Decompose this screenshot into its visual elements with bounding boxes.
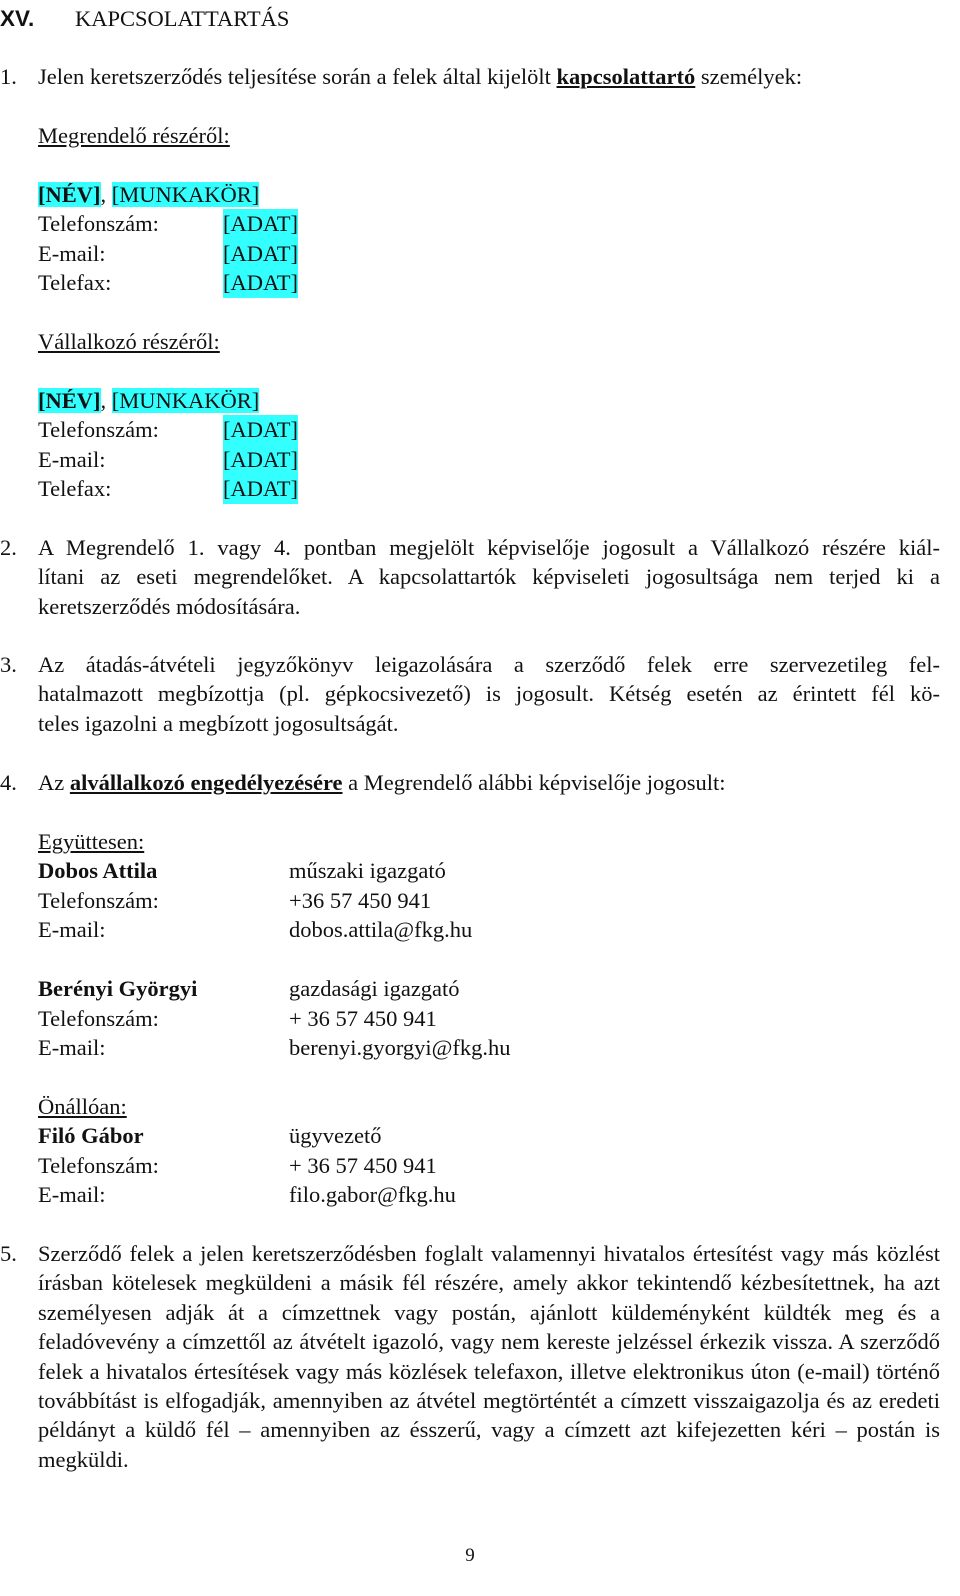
row-value: [ADAT] bbox=[223, 209, 298, 239]
person-phone: + 36 57 450 941 bbox=[289, 1153, 437, 1178]
megrendelo-heading: Megrendelő részéről: bbox=[38, 123, 230, 148]
person-email-row bbox=[38, 1033, 511, 1063]
row-label: Telefonszám: bbox=[38, 888, 159, 913]
row-label: E-mail: bbox=[38, 447, 106, 472]
section-title: KAPCSOLATTARTÁS bbox=[75, 6, 290, 31]
point-2-line: lítani az eseti megrendelőket. A kapcsolattartók képviseleti jogosultsága nem terjed ki a bbox=[38, 564, 940, 590]
point-3-line: hatalmazott megbízottja (pl. gépkocsivezető) is jogosult. Kétség esetén az érintett fél kö- bbox=[38, 681, 940, 707]
egyuttesen-heading: Együttesen: bbox=[38, 829, 145, 854]
megrendelo-row-email bbox=[38, 239, 298, 269]
person-name-row bbox=[38, 974, 460, 1004]
row-label: E-mail: bbox=[38, 1182, 106, 1207]
megrendelo-row-fax bbox=[38, 268, 298, 298]
point-1-keyword: kapcsolattartó bbox=[556, 64, 696, 89]
row-label: Telefonszám: bbox=[38, 1006, 159, 1031]
onalloan-heading: Önállóan: bbox=[38, 1094, 127, 1119]
point-3-text bbox=[38, 650, 940, 738]
vallalkozo-name: [NÉV] bbox=[38, 388, 101, 413]
vallalkozo-row-phone bbox=[38, 415, 298, 445]
point-3-line: Az átadás-átvételi jegyzőkönyv leigazolására a szerződő felek erre szervezetileg fel- bbox=[38, 652, 940, 677]
vallalkozo-row-email bbox=[38, 445, 298, 475]
row-label: Telefonszám: bbox=[38, 1153, 159, 1178]
person-name-row bbox=[38, 856, 446, 886]
point-3-number: 3. bbox=[0, 652, 17, 677]
point-3-line: teles igazolni a megbízott jogosultságát. bbox=[38, 710, 399, 736]
vallalkozo-role: [MUNKAKÖR] bbox=[111, 388, 260, 413]
point-4-text bbox=[38, 768, 726, 798]
person-email-row bbox=[38, 915, 473, 945]
row-value: [ADAT] bbox=[223, 415, 298, 445]
point-4-text-before: Az bbox=[38, 770, 70, 795]
row-value: [ADAT] bbox=[223, 445, 298, 475]
person-email-row bbox=[38, 1180, 456, 1210]
point-1-text-after: személyek: bbox=[695, 64, 803, 89]
point-2-line: keretszerződés módosítására. bbox=[38, 593, 301, 619]
person-role: műszaki igazgató bbox=[289, 858, 446, 883]
person-phone-row bbox=[38, 1004, 437, 1034]
person-email: dobos.attila@fkg.hu bbox=[289, 917, 473, 942]
vallalkozo-row-fax bbox=[38, 474, 298, 504]
point-2-text bbox=[38, 533, 940, 621]
person-phone-row bbox=[38, 886, 432, 916]
row-label: E-mail: bbox=[38, 241, 106, 266]
row-value: [ADAT] bbox=[223, 239, 298, 269]
person-name: Dobos Attila bbox=[38, 858, 158, 883]
vallalkozo-heading: Vállalkozó részéről: bbox=[38, 329, 220, 354]
row-label: Telefax: bbox=[38, 270, 112, 295]
point-5-text: Szerződő felek a jelen keretszerződésben foglalt valamennyi hivatalos értesítést vagy más közlést írásban kötelesek megküldeni a másik fél részére, amely akkor tekintendő kézbesítettnek, ha azt személyesen adják át a címzettnek vagy postán, ajánlott küldeményként küldték meg és a feladóvevény a címzettől az átvételt igazoló, vagy nem kereste jelzéssel érkezik vissza. A szerződő felek a hivatalos értesítések vagy más közlések telefaxon, illetve elektronikus úton (e-mail) történő továbbítást is elfogadják, amennyiben az átvétel megtörténtét a címzett visszaigazolja és az eredeti példányt a küldő fél – amennyiben az ésszerű, vagy a címzett azt kifejezetten kéri – postán is megküldi. bbox=[38, 1241, 940, 1472]
row-label: Telefax: bbox=[38, 476, 112, 501]
person-role: ügyvezető bbox=[289, 1123, 382, 1148]
row-label: E-mail: bbox=[38, 1035, 106, 1060]
row-label: Telefonszám: bbox=[38, 211, 159, 236]
person-role: gazdasági igazgató bbox=[289, 976, 460, 1001]
vallalkozo-name-role bbox=[38, 386, 259, 416]
person-email: berenyi.gyorgyi@fkg.hu bbox=[289, 1035, 511, 1060]
person-phone-row bbox=[38, 1151, 437, 1181]
vallalkozo-separator: , bbox=[100, 388, 112, 413]
row-value: [ADAT] bbox=[223, 268, 298, 298]
megrendelo-name: [NÉV] bbox=[38, 182, 101, 207]
person-name: Berényi Györgyi bbox=[38, 976, 198, 1001]
row-label: E-mail: bbox=[38, 917, 106, 942]
section-number: XV. bbox=[0, 6, 35, 31]
point-1-text bbox=[38, 62, 802, 92]
point-2-number: 2. bbox=[0, 535, 17, 560]
point-2-line: A Megrendelő 1. vagy 4. pontban megjelölt képviselője jogosult a Vállalkozó részére kiál- bbox=[38, 535, 940, 560]
row-label: Telefonszám: bbox=[38, 417, 159, 442]
point-4-keyword: alvállalkozó engedélyezésére bbox=[69, 770, 343, 795]
person-email: filo.gabor@fkg.hu bbox=[289, 1182, 456, 1207]
page-number: 9 bbox=[465, 1545, 475, 1566]
megrendelo-separator: , bbox=[100, 182, 112, 207]
point-4-text-after: a Megrendelő alábbi képviselője jogosult: bbox=[342, 770, 726, 795]
point-1-number: 1. bbox=[0, 64, 17, 89]
megrendelo-role: [MUNKAKÖR] bbox=[111, 182, 260, 207]
point-4-number: 4. bbox=[0, 770, 17, 795]
megrendelo-name-role bbox=[38, 180, 259, 210]
person-phone: + 36 57 450 941 bbox=[289, 1006, 437, 1031]
point-1-text-before: Jelen keretszerződés teljesítése során a felek által kijelölt bbox=[38, 64, 557, 89]
point-5-number: 5. bbox=[0, 1241, 17, 1266]
megrendelo-row-phone bbox=[38, 209, 298, 239]
row-value: [ADAT] bbox=[223, 474, 298, 504]
section-heading bbox=[0, 4, 290, 34]
person-phone: +36 57 450 941 bbox=[289, 888, 432, 913]
person-name-row bbox=[38, 1121, 382, 1151]
person-name: Filó Gábor bbox=[38, 1123, 144, 1148]
